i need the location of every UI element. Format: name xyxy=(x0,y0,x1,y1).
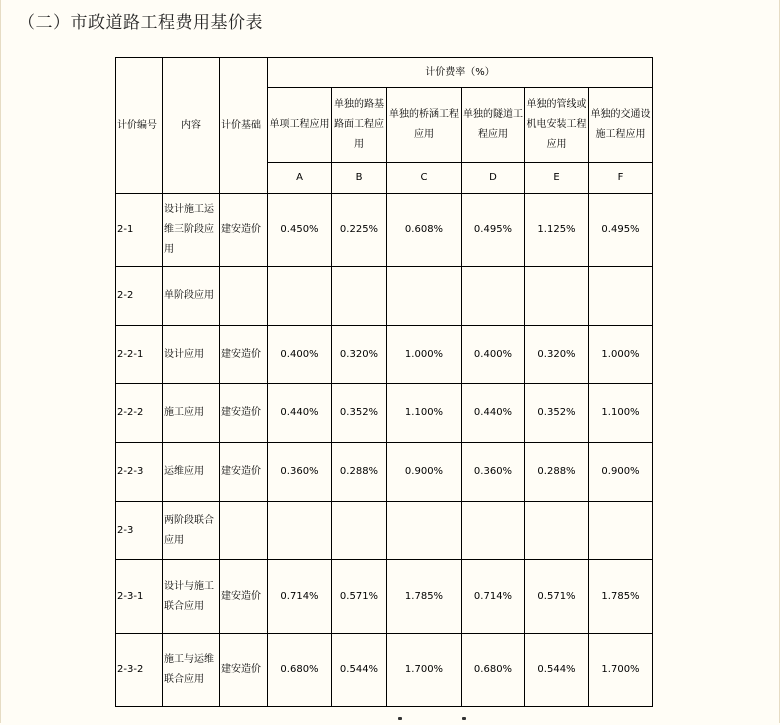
rate-value: 1.100% xyxy=(589,384,653,443)
rate-col-letter: C xyxy=(387,163,462,194)
rate-value xyxy=(462,267,525,326)
rate-value: 0.900% xyxy=(387,443,462,502)
rate-value: 0.400% xyxy=(268,326,332,384)
rate-col-label: 单独的管线或机电安装工程应用 xyxy=(525,88,589,163)
row-basis: 建安造价 xyxy=(220,194,268,267)
table-row xyxy=(116,384,653,443)
rate-col-label: 单独的桥涵工程应用 xyxy=(387,88,462,163)
rate-value: 0.450% xyxy=(268,194,332,267)
rate-value: 0.320% xyxy=(332,326,387,384)
row-code: 2-3 xyxy=(116,502,163,560)
row-content: 设计施工运维三阶段应用 xyxy=(163,194,220,267)
table-row xyxy=(116,326,653,384)
rate-value: 0.571% xyxy=(525,560,589,634)
table-row xyxy=(116,634,653,707)
clipped-text-fragment xyxy=(390,717,480,723)
rate-col-letter: B xyxy=(332,163,387,194)
row-code: 2-2-1 xyxy=(116,326,163,384)
row-code: 2-3-2 xyxy=(116,634,163,707)
row-basis: 建安造价 xyxy=(220,326,268,384)
rate-col-letter: D xyxy=(462,163,525,194)
row-code: 2-2 xyxy=(116,267,163,326)
rate-value: 1.000% xyxy=(387,326,462,384)
row-content: 设计与施工联合应用 xyxy=(163,560,220,634)
row-code: 2-2-3 xyxy=(116,443,163,502)
table-row xyxy=(116,267,653,326)
rate-value: 0.680% xyxy=(462,634,525,707)
rate-value xyxy=(332,267,387,326)
row-basis: 建安造价 xyxy=(220,560,268,634)
rate-value: 0.608% xyxy=(387,194,462,267)
rate-value: 0.495% xyxy=(462,194,525,267)
row-basis xyxy=(220,502,268,560)
rate-value: 0.714% xyxy=(462,560,525,634)
rate-value: 1.125% xyxy=(525,194,589,267)
rate-value: 0.352% xyxy=(332,384,387,443)
col-header-rate-group: 计价费率（%） xyxy=(268,58,653,88)
rate-value: 1.700% xyxy=(589,634,653,707)
col-header-basis: 计价基础 xyxy=(220,58,268,194)
table-row xyxy=(116,502,653,560)
rate-value: 1.100% xyxy=(387,384,462,443)
row-basis xyxy=(220,267,268,326)
row-code: 2-1 xyxy=(116,194,163,267)
table-row xyxy=(116,194,653,267)
row-content: 施工应用 xyxy=(163,384,220,443)
row-code: 2-3-1 xyxy=(116,560,163,634)
page-title: （二）市政道路工程费用基价表 xyxy=(18,13,263,33)
rate-col-label: 单独的路基路面工程应用 xyxy=(332,88,387,163)
rate-value: 0.288% xyxy=(525,443,589,502)
row-content: 施工与运维联合应用 xyxy=(163,634,220,707)
rate-col-label: 单独的交通设施工程应用 xyxy=(589,88,653,163)
rate-value xyxy=(525,267,589,326)
rate-value: 0.571% xyxy=(332,560,387,634)
rate-value: 0.360% xyxy=(462,443,525,502)
rate-col-letter: E xyxy=(525,163,589,194)
rate-col-label: 单项工程应用 xyxy=(268,88,332,163)
rate-value: 0.400% xyxy=(462,326,525,384)
rate-value: 0.288% xyxy=(332,443,387,502)
rate-col-letter: F xyxy=(589,163,653,194)
rate-value: 0.900% xyxy=(589,443,653,502)
rate-value: 0.225% xyxy=(332,194,387,267)
rate-col-letter: A xyxy=(268,163,332,194)
row-basis: 建安造价 xyxy=(220,634,268,707)
rate-value: 0.440% xyxy=(462,384,525,443)
header-row-group xyxy=(116,58,653,88)
rate-value xyxy=(268,267,332,326)
rate-value: 0.714% xyxy=(268,560,332,634)
rate-value: 1.700% xyxy=(387,634,462,707)
row-content: 设计应用 xyxy=(163,326,220,384)
col-header-content: 内容 xyxy=(163,58,220,194)
row-content: 两阶段联合应用 xyxy=(163,502,220,560)
rate-value xyxy=(462,502,525,560)
row-basis: 建安造价 xyxy=(220,443,268,502)
row-code: 2-2-2 xyxy=(116,384,163,443)
fee-table xyxy=(115,57,653,707)
rate-value xyxy=(332,502,387,560)
row-content: 单阶段应用 xyxy=(163,267,220,326)
rate-value: 1.785% xyxy=(387,560,462,634)
rate-value xyxy=(387,267,462,326)
rate-col-label: 单独的隧道工程应用 xyxy=(462,88,525,163)
row-content: 运维应用 xyxy=(163,443,220,502)
rate-value xyxy=(268,502,332,560)
rate-value: 0.320% xyxy=(525,326,589,384)
rate-value: 0.680% xyxy=(268,634,332,707)
table-row xyxy=(116,443,653,502)
rate-value: 0.544% xyxy=(525,634,589,707)
rate-value: 0.544% xyxy=(332,634,387,707)
rate-value: 0.495% xyxy=(589,194,653,267)
rate-value xyxy=(525,502,589,560)
rate-value: 1.000% xyxy=(589,326,653,384)
row-basis: 建安造价 xyxy=(220,384,268,443)
rate-value: 0.360% xyxy=(268,443,332,502)
rate-value xyxy=(589,502,653,560)
rate-value xyxy=(589,267,653,326)
table-row xyxy=(116,560,653,634)
col-header-code: 计价编号 xyxy=(116,58,163,194)
rate-value: 0.352% xyxy=(525,384,589,443)
rate-value: 1.785% xyxy=(589,560,653,634)
rate-value xyxy=(387,502,462,560)
rate-value: 0.440% xyxy=(268,384,332,443)
